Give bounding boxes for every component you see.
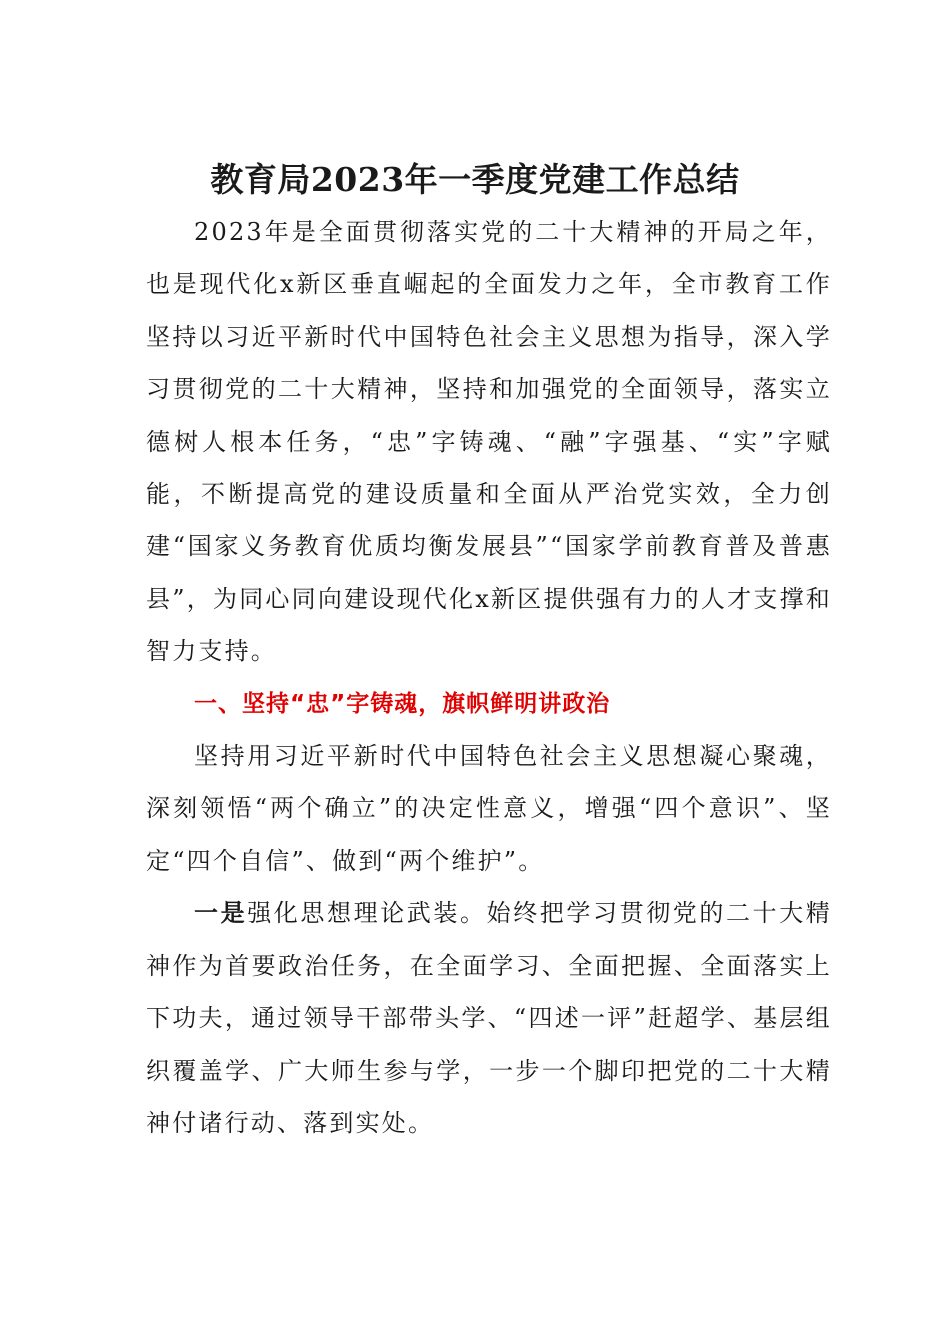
document-body (146, 206, 832, 1149)
point-1-text: 强化思想理论武装。始终把学习贯彻党的二十大精神作为首要政治任务，在全面学习、全面把握、全面落实上下功夫，通过领导干部带头学、“四述一评”赶超学、基层组织覆盖学、广大师生参与学，一步一个脚印把党的二十大精神付诸行动、落到实处。 (146, 899, 832, 1137)
intro-paragraph: 2023年是全面贯彻落实党的二十大精神的开局之年，也是现代化x新区垂直崛起的全面发力之年，全市教育工作坚持以习近平新时代中国特色社会主义思想为指导，深入学习贯彻党的二十大精神，坚持和加强党的全面领导，落实立德树人根本任务，“忠”字铸魂、“融”字强基、“实”字赋能，不断提高党的建设质量和全面从严治党实效，全力创建“国家义务教育优质均衡发展县”“国家学前教育普及普惠县”，为同心同向建设现代化x新区提供强有力的人才支撑和智力支持。 (146, 218, 832, 666)
section-heading-1: 一、坚持“忠”字铸魂，旗帜鲜明讲政治 (194, 690, 611, 717)
section-1-paragraph: 坚持用习近平新时代中国特色社会主义思想凝心聚魂，深刻领悟“两个确立”的决定性意义，增强“四个意识”、坚定“四个自信”、做到“两个维护”。 (146, 742, 832, 875)
document-title: 教育局2023年一季度党建工作总结 (210, 160, 740, 199)
point-1-lead: 一是 (194, 899, 248, 928)
point-1-paragraph (146, 887, 832, 1149)
